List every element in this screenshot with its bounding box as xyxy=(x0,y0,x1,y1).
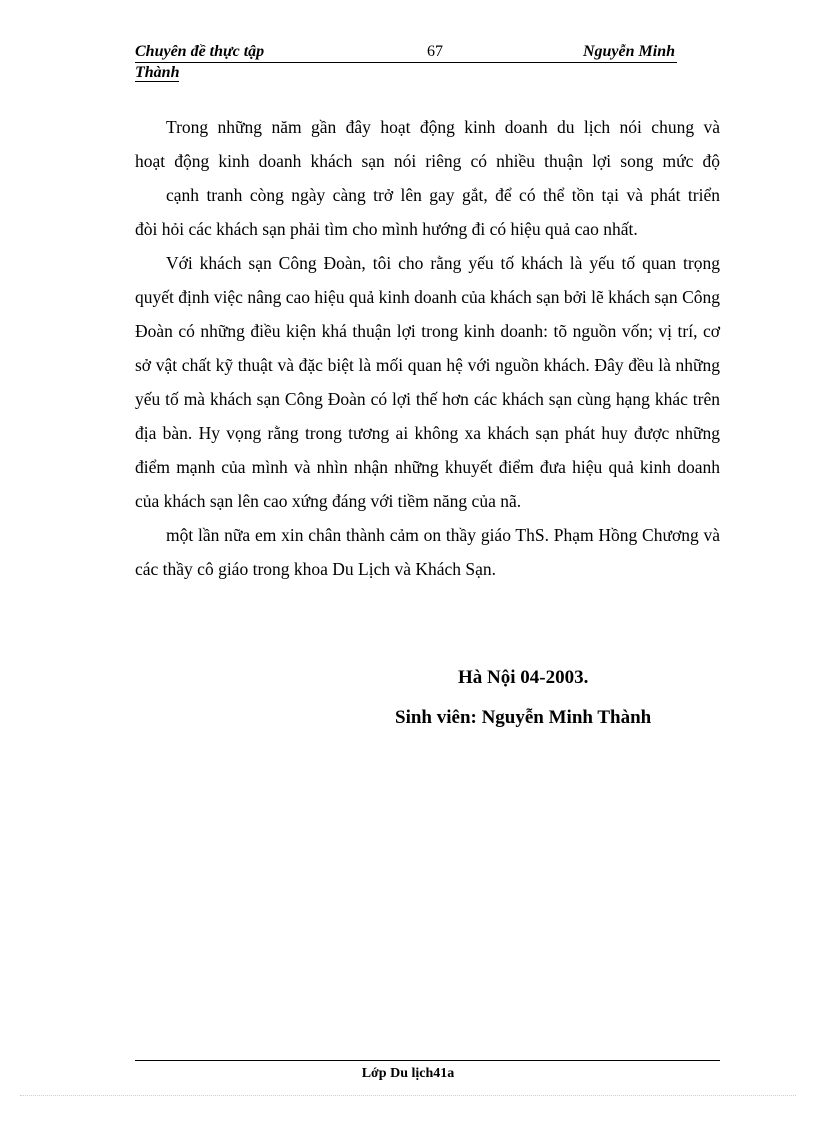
paragraph-1-line-4: đòi hỏi các khách sạn phải tìm cho mình hướng đi có hiệu quả cao nhất. xyxy=(135,219,638,239)
paragraph-1-line-1: Trong những năm gần đây hoạt động kinh doanh du lịch nói chung và xyxy=(166,117,720,137)
signature-date: Hà Nội 04-2003. xyxy=(458,667,589,688)
header-page-number: 67 xyxy=(427,43,443,60)
footer-divider xyxy=(135,1060,720,1061)
header-line xyxy=(135,42,677,63)
page-bottom-border xyxy=(20,1095,796,1096)
signature-name: Sinh viên: Nguyễn Minh Thành xyxy=(395,707,652,728)
paragraph-2: Với khách sạn Công Đoàn, tôi cho rằng yếu tố khách là yếu tố quan trọng quyết định việc nâng cao hiệu quả kinh doanh của khách sạn bởi lẽ khách sạn Công Đoàn có những điều kiện khá thuận lợi trong kinh doanh: tõ nguồn vốn; vị trí, cơ sở vật chất kỹ thuật và đặc biệt là mối quan hệ với nguồn khách. Đây đều là những yếu tố mà khách sạn Công Đoàn có lợi thế hơn các khách sạn cùng hạng khác trên địa bàn. Hy vọng rằng trong tương ai không xa khách sạn phát huy được những điểm mạnh của mình và nhìn nhận những khuyết điểm đưa hiệu quả kinh doanh của khách sạn lên cao xứng đáng với tiềm năng của nã. xyxy=(135,253,720,511)
page-header xyxy=(135,42,677,83)
header-author: Nguyễn Minh xyxy=(582,43,675,60)
footer-class-label: Lớp Du lịch41a xyxy=(361,1066,455,1081)
paragraph-3: một lần nữa em xin chân thành cảm on thầy giáo ThS. Phạm Hồng Chương và các thầy cô giáo trong khoa Du Lịch và Khách Sạn. xyxy=(135,525,720,579)
header-author-continued: Thành xyxy=(135,64,180,81)
paragraph-1-line-3: cạnh tranh còng ngày càng trở lên gay gắt, để có thể tồn tại và phát triển xyxy=(166,185,720,205)
body-text xyxy=(135,110,720,586)
paragraph-1-line-2: hoạt động kinh doanh khách sạn nói riêng có nhiều thuận lợi song mức độ xyxy=(135,151,720,171)
header-title: Chuyên đề thực tập xyxy=(135,43,265,60)
